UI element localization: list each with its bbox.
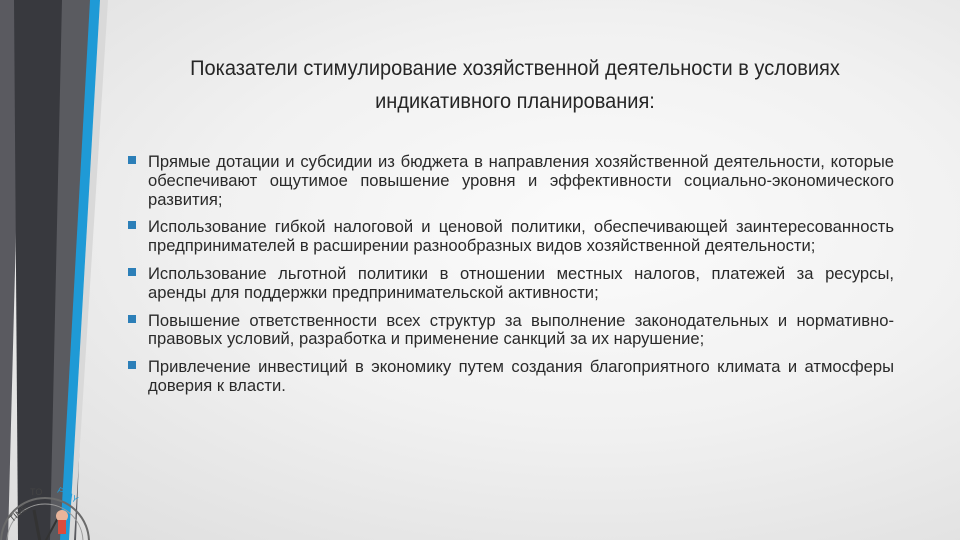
square-bullet-icon — [128, 156, 136, 164]
time-to-play-logo — [0, 470, 90, 540]
square-bullet-icon — [128, 268, 136, 276]
decorative-stripes — [0, 0, 120, 540]
list-item — [128, 218, 894, 256]
svg-text:TO: TO — [30, 487, 43, 497]
list-item — [128, 153, 894, 209]
slide-title — [157, 52, 873, 118]
list-item — [128, 312, 894, 350]
list-item — [128, 358, 894, 396]
square-bullet-icon — [128, 221, 136, 229]
slide-title-line-2: индикативного планирования: — [375, 89, 655, 113]
svg-text:TIME: TIME — [7, 502, 31, 524]
list-item-text: Использование гибкой налоговой и ценовой политики, обеспечивающей заинтересованность предпринимателей в расширении разнообразных видов хозяйственной деятельности; — [148, 217, 894, 256]
slide-title-line-1: Показатели стимулирование хозяйственной деятельности в условиях — [190, 56, 840, 80]
list-item-text: Повышение ответственности всех структур за выполнение законодательных и нормативно-правовых условий, разработка и применение санкций за их нарушение; — [148, 310, 894, 349]
square-bullet-icon — [128, 361, 136, 369]
bullet-list — [128, 153, 894, 405]
svg-text:PLAY: PLAY — [55, 485, 80, 505]
list-item-text: Привлечение инвестиций в экономику путем создания благоприятного климата и атмосферы доверия к власти. — [148, 357, 894, 395]
list-item-text: Прямые дотации и субсидии из бюджета в направления хозяйственной деятельности, которые обеспечивают ощутимое повышение уровня и эффективности социально-экономического развития; — [148, 152, 894, 209]
square-bullet-icon — [128, 315, 136, 323]
list-item — [128, 265, 894, 303]
list-item-text: Использование льготной политики в отношении местных налогов, платежей за ресурсы, аренды для поддержки предпринимательской активности; — [148, 263, 894, 302]
